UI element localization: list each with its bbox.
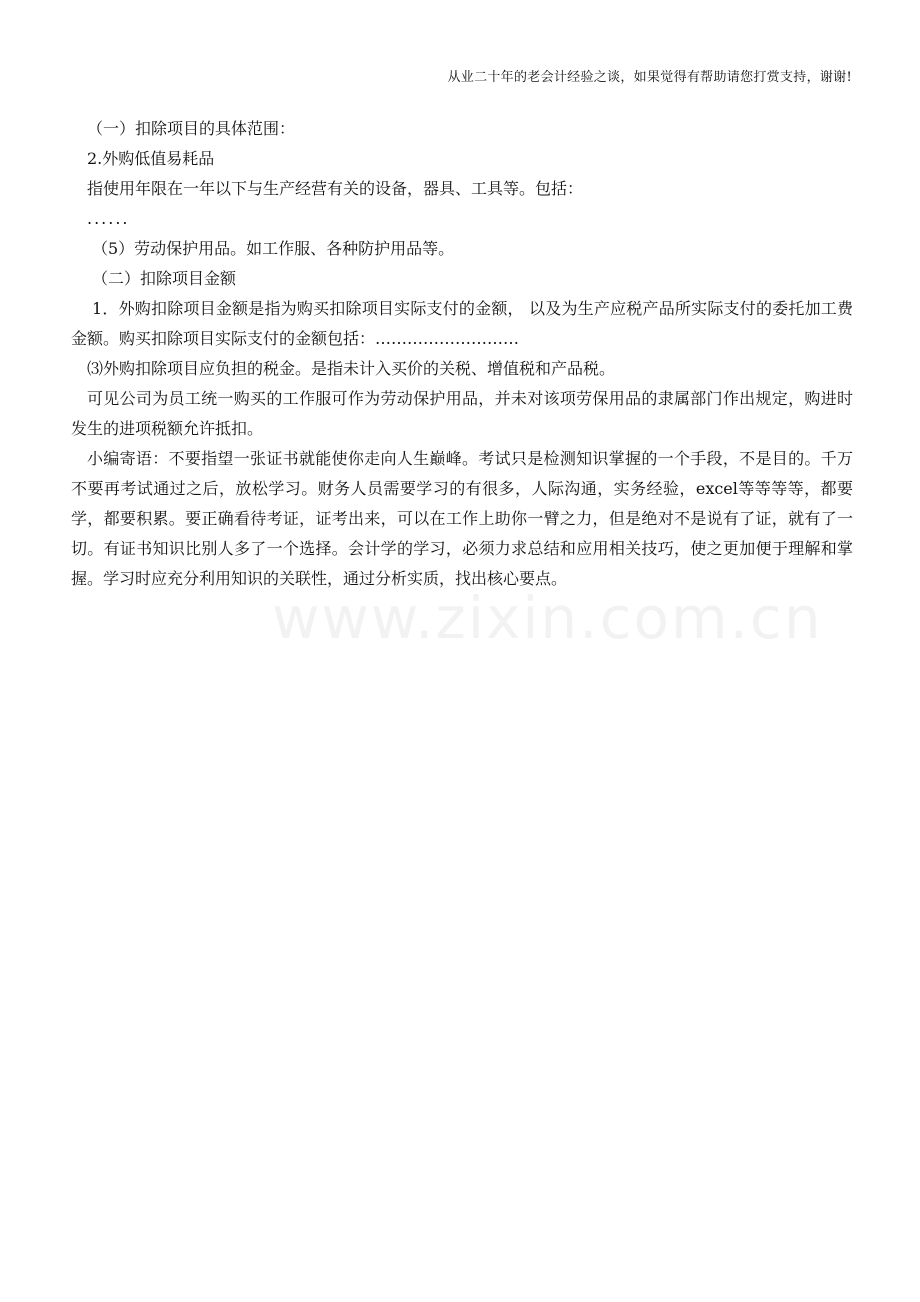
paragraph-protective-supplies: （5）劳动保护用品。如工作服、各种防护用品等。 <box>92 239 455 258</box>
paragraph-editor-note: 小编寄语：不要指望一张证书就能使你走向人生巅峰。考试只是检测知识掌握的一个手段，不是目的。千万不要再考试通过之后，放松学习。财务人员需要学习的有很多，人际沟通，实务经验，excel等等等等，都要学，都要积累。要正确看待考证，证考出来，可以在工作上助你一臂之力，但是绝对不是说有了证，就有了一切。有证书知识比别人多了一个选择。会计学的学习，必须力求总结和应用相关技巧，使之更加便于理解和掌握。学习时应充分利用知识的关联性，通过分析实质，找出核心要点。 <box>71 449 853 588</box>
watermark: www.zixin.com.cn <box>272 584 823 652</box>
paragraph-purchase-amount: 1．外购扣除项目金额是指为购买扣除项目实际支付的金额， 以及为生产应税产品所实际支付的委托加工费金额。购买扣除项目实际支付的金额包括：……………………… <box>71 299 853 348</box>
item-heading-low-value-consumables: 2.外购低值易耗品 <box>87 149 215 168</box>
paragraph-definition: 指使用年限在一年以下与生产经营有关的设备，器具、工具等。包括： <box>87 179 584 198</box>
section-heading-amount: （二）扣除项目金额 <box>92 269 237 288</box>
paragraph-conclusion: 可见公司为员工统一购买的工作服可作为劳动保护用品，并未对该项劳保用品的隶属部门作出规定，购进时发生的进项税额允许抵扣。 <box>71 389 853 438</box>
paragraph-taxes: ⑶外购扣除项目应负担的税金。是指未计入买价的关税、增值税和产品税。 <box>87 359 616 378</box>
section-heading-scope: （一）扣除项目的具体范围： <box>87 119 296 138</box>
header-note: 从业二十年的老会计经验之谈，如果觉得有帮助请您打赏支持，谢谢! <box>447 70 852 85</box>
ellipsis-line: ...... <box>87 209 130 228</box>
document-body <box>71 114 853 594</box>
